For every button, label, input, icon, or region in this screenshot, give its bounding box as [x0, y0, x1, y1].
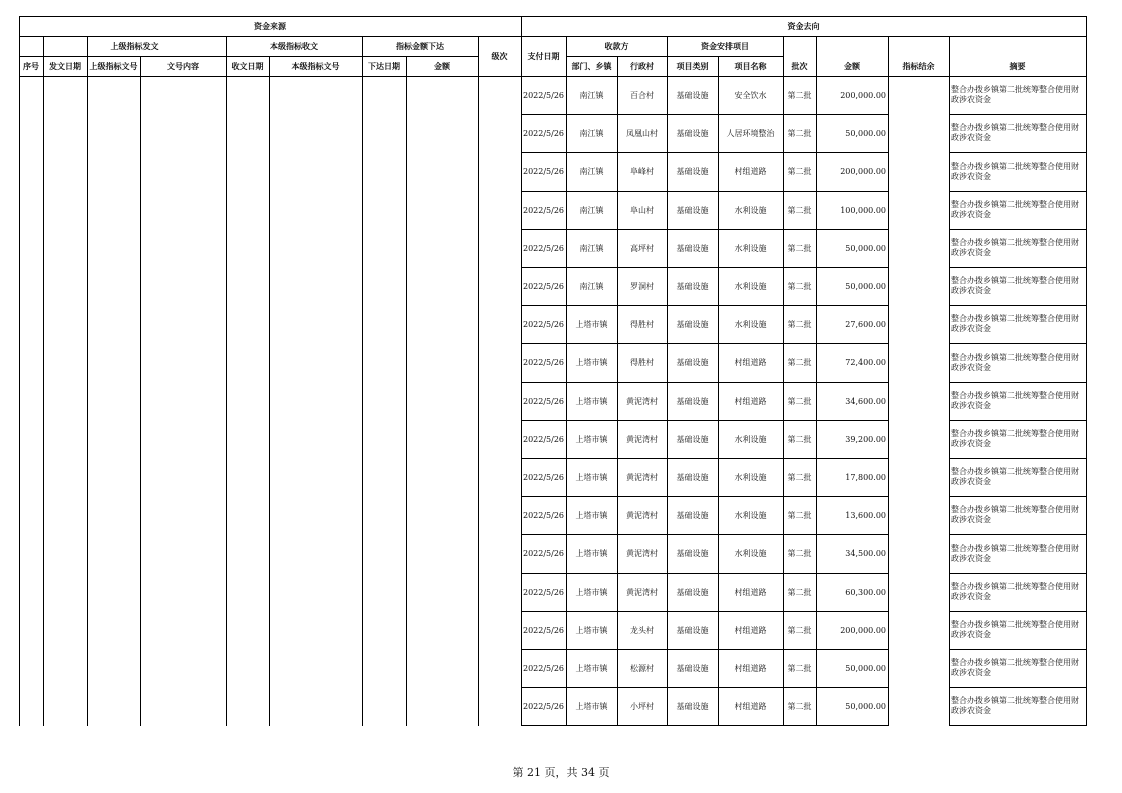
row-amount: 27,600.00	[845, 319, 886, 329]
row-pay-date: 2022/5/26	[522, 319, 565, 329]
row-batch: 第二批	[787, 243, 812, 253]
row-memo: 整合办拨乡镇第二批统筹整合使用财政涉农资金	[951, 582, 1079, 601]
row-project-name: 村组道路	[734, 587, 767, 597]
row-dept: 南江镇	[579, 167, 604, 176]
left-border	[19, 16, 20, 726]
row-pay-date: 2022/5/26	[522, 90, 565, 100]
row-pay-date: 2022/5/26	[522, 205, 565, 215]
row-memo: 整合办拨乡镇第二批统筹整合使用财政涉农资金	[951, 505, 1079, 524]
right-border	[1086, 16, 1087, 726]
row-rule	[521, 725, 889, 726]
row-project-type: 基础设施	[676, 205, 709, 215]
grid-line	[87, 36, 88, 726]
grid-line	[478, 36, 479, 726]
row-amount: 34,600.00	[845, 396, 886, 406]
row-project-type: 基础设施	[676, 587, 709, 597]
row-project-type: 基础设施	[676, 663, 709, 673]
row-project-name: 村组道路	[734, 701, 767, 711]
row-dept: 上塔市镇	[575, 434, 608, 444]
row-batch: 第二批	[787, 701, 812, 711]
row-project-name: 村组道路	[734, 167, 767, 176]
row-project-type: 基础设施	[676, 625, 709, 635]
row-project-type: 基础设施	[676, 434, 709, 444]
header-village: 行政村	[630, 61, 654, 71]
row-batch: 第二批	[787, 128, 812, 138]
header-release-date: 下达日期	[368, 61, 400, 71]
row-village: 龙头村	[630, 625, 654, 635]
row-project-name: 水利设施	[734, 243, 767, 253]
header-issue-amount: 指标金额下达	[396, 41, 444, 51]
grid-line	[888, 36, 889, 726]
header-local-receive: 本级指标收文	[270, 41, 318, 51]
row-project-name: 村组道路	[734, 625, 767, 635]
header-funding-destination: 资金去向	[787, 21, 820, 31]
row-batch: 第二批	[787, 663, 812, 673]
row-dept: 上塔市镇	[575, 510, 608, 520]
row-project-name: 村组道路	[734, 358, 767, 367]
header-project-name: 项目名称	[734, 61, 767, 71]
row-village: 黄泥湾村	[626, 587, 658, 597]
row-memo: 整合办拨乡镇第二批统筹整合使用财政涉农资金	[951, 314, 1079, 333]
row-project-name: 村组道路	[734, 396, 767, 406]
header-balance: 指标结余	[902, 61, 935, 71]
row-dept: 上塔市镇	[575, 587, 608, 597]
row-project-name: 水利设施	[734, 319, 767, 329]
row-amount: 50,000.00	[845, 701, 886, 711]
row-village: 阜山村	[630, 205, 654, 215]
row-batch: 第二批	[787, 472, 812, 482]
row-project-type: 基础设施	[676, 396, 709, 406]
header-doc-content: 文号内容	[167, 61, 199, 71]
header-amount-source: 金额	[434, 61, 450, 71]
row-amount: 50,000.00	[845, 663, 886, 673]
header-project-type: 项目类别	[676, 61, 709, 71]
grid-line	[269, 56, 270, 726]
row-memo: 整合办拨乡镇第二批统筹整合使用财政涉农资金	[951, 276, 1079, 295]
row-dept: 上塔市镇	[575, 663, 608, 673]
row-dept: 上塔市镇	[575, 625, 608, 635]
row-project-type: 基础设施	[676, 472, 709, 482]
row-memo: 整合办拨乡镇第二批统筹整合使用财政涉农资金	[951, 123, 1079, 142]
row-dept: 上塔市镇	[575, 396, 608, 406]
row-batch: 第二批	[787, 510, 812, 520]
grid-line	[362, 36, 363, 726]
row-batch: 第二批	[787, 549, 812, 558]
row-batch: 第二批	[787, 167, 812, 176]
row-memo: 整合办拨乡镇第二批统筹整合使用财政涉农资金	[951, 696, 1079, 715]
header-project: 资金安排项目	[701, 41, 749, 51]
row-pay-date: 2022/5/26	[522, 396, 565, 406]
grid-line	[140, 56, 141, 726]
header-issue-date: 发文日期	[49, 61, 81, 71]
row-batch: 第二批	[787, 434, 812, 444]
row-amount: 60,300.00	[845, 587, 886, 597]
row-amount: 200,000.00	[840, 90, 886, 100]
grid-line	[226, 36, 227, 726]
row-batch: 第二批	[787, 396, 812, 406]
row-project-type: 基础设施	[676, 701, 709, 711]
row-amount: 17,800.00	[845, 472, 886, 482]
row-pay-date: 2022/5/26	[522, 281, 565, 291]
row-pay-date: 2022/5/26	[522, 434, 565, 444]
row-project-name: 人居环境整治	[726, 128, 775, 138]
row-amount: 200,000.00	[840, 625, 886, 635]
row-village: 黄泥湾村	[626, 472, 658, 482]
row-project-name: 水利设施	[734, 434, 767, 444]
row-village: 黄泥湾村	[626, 434, 658, 444]
header-receive-date: 收文日期	[231, 61, 264, 71]
row-project-type: 基础设施	[676, 167, 709, 176]
row-project-type: 基础设施	[676, 358, 709, 367]
row-project-type: 基础设施	[676, 281, 709, 291]
row-pay-date: 2022/5/26	[522, 625, 565, 635]
row-amount: 39,200.00	[845, 434, 886, 444]
row-village: 百合村	[630, 90, 654, 100]
row-village: 高坪村	[630, 243, 654, 253]
grid-line	[43, 36, 44, 726]
row-memo: 整合办拨乡镇第二批统筹整合使用财政涉农资金	[951, 200, 1079, 219]
header-seq: 序号	[23, 61, 39, 71]
row-memo: 整合办拨乡镇第二批统筹整合使用财政涉农资金	[951, 238, 1079, 257]
header-level: 级次	[491, 51, 508, 61]
row-project-name: 水利设施	[734, 281, 767, 291]
header-payee: 收款方	[604, 41, 629, 51]
header-pay-date: 支付日期	[527, 51, 560, 61]
header-upper-issue: 上级指标发文	[110, 41, 159, 51]
row-pay-date: 2022/5/26	[522, 663, 565, 673]
row-amount: 50,000.00	[845, 243, 886, 253]
row-project-name: 水利设施	[734, 472, 767, 482]
row-dept: 南江镇	[579, 128, 604, 138]
row-pay-date: 2022/5/26	[522, 358, 565, 367]
row-memo: 整合办拨乡镇第二批统筹整合使用财政涉农资金	[951, 543, 1079, 563]
header-upper-doc-no: 上级指标文号	[89, 61, 138, 71]
row-village: 凤凰山村	[626, 128, 658, 138]
row-batch: 第二批	[787, 625, 812, 635]
row-pay-date: 2022/5/26	[522, 587, 565, 597]
row-project-type: 基础设施	[676, 243, 709, 253]
row-pay-date: 2022/5/26	[522, 243, 565, 253]
row-village: 阜峰村	[630, 167, 654, 176]
row-batch: 第二批	[787, 90, 812, 100]
row-amount: 200,000.00	[840, 167, 886, 176]
row-memo: 整合办拨乡镇第二批统筹整合使用财政涉农资金	[951, 467, 1079, 486]
row-dept: 上塔市镇	[575, 549, 608, 558]
row-project-name: 水利设施	[734, 205, 767, 215]
row-village: 黄泥湾村	[626, 396, 658, 406]
row-village: 黄泥湾村	[626, 549, 658, 558]
row-village: 罗洞村	[630, 281, 654, 291]
row-pay-date: 2022/5/26	[522, 549, 565, 558]
row-project-name: 安全饮水	[734, 90, 767, 100]
row-village: 得胜村	[630, 358, 654, 367]
row-dept: 南江镇	[579, 205, 604, 215]
row-memo: 整合办拨乡镇第二批统筹整合使用财政涉农资金	[951, 161, 1079, 181]
header-amount: 金额	[844, 61, 860, 71]
row-amount: 100,000.00	[840, 205, 886, 215]
row-dept: 南江镇	[579, 243, 604, 253]
row-amount: 72,400.00	[845, 358, 886, 367]
row-village: 松源村	[630, 663, 654, 673]
header-dept: 部门、乡镇	[571, 61, 612, 71]
page-footer: 第 21 页，共 34 页	[512, 766, 610, 779]
header-batch: 批次	[791, 61, 808, 71]
row-project-name: 水利设施	[734, 549, 767, 558]
row-project-type: 基础设施	[676, 549, 709, 558]
row-amount: 34,500.00	[845, 549, 886, 558]
row-project-name: 水利设施	[734, 510, 767, 520]
row-memo: 整合办拨乡镇第二批统筹整合使用财政涉农资金	[951, 658, 1079, 677]
row-dept: 南江镇	[579, 90, 604, 100]
row-pay-date: 2022/5/26	[522, 701, 565, 711]
row-project-name: 村组道路	[734, 663, 767, 673]
header-rule	[19, 76, 522, 77]
grid-line	[406, 56, 407, 726]
row-dept: 上塔市镇	[575, 472, 608, 482]
row-batch: 第二批	[787, 358, 812, 367]
row-memo: 整合办拨乡镇第二批统筹整合使用财政涉农资金	[951, 391, 1079, 410]
row-memo: 整合办拨乡镇第二批统筹整合使用财政涉农资金	[951, 85, 1079, 104]
row-village: 黄泥湾村	[626, 510, 658, 520]
row-batch: 第二批	[787, 319, 812, 329]
row-batch: 第二批	[787, 205, 812, 215]
row-pay-date: 2022/5/26	[522, 510, 565, 520]
row-memo: 整合办拨乡镇第二批统筹整合使用财政涉农资金	[951, 352, 1079, 372]
row-dept: 上塔市镇	[575, 701, 608, 711]
row-dept: 上塔市镇	[575, 319, 608, 329]
row-pay-date: 2022/5/26	[522, 128, 565, 138]
row-dept: 上塔市镇	[575, 358, 608, 367]
row-amount: 50,000.00	[845, 128, 886, 138]
row-village: 小坪村	[630, 701, 654, 711]
row-batch: 第二批	[787, 587, 812, 597]
row-pay-date: 2022/5/26	[522, 167, 565, 176]
row-amount: 13,600.00	[845, 510, 886, 520]
row-project-type: 基础设施	[676, 128, 709, 138]
row-memo: 整合办拨乡镇第二批统筹整合使用财政涉农资金	[951, 429, 1079, 448]
row-pay-date: 2022/5/26	[522, 472, 565, 482]
row-project-type: 基础设施	[676, 319, 709, 329]
row-memo: 整合办拨乡镇第二批统筹整合使用财政涉农资金	[951, 620, 1079, 639]
row-amount: 50,000.00	[845, 281, 886, 291]
row-rule	[949, 725, 1087, 726]
header-funding-source: 资金来源	[254, 21, 286, 31]
row-project-type: 基础设施	[676, 510, 709, 520]
row-dept: 南江镇	[579, 281, 604, 291]
row-project-type: 基础设施	[676, 90, 709, 100]
row-batch: 第二批	[787, 281, 812, 291]
header-local-doc-no: 本级指标文号	[291, 61, 340, 71]
header-memo: 摘要	[1009, 61, 1026, 71]
row-village: 得胜村	[630, 319, 654, 329]
